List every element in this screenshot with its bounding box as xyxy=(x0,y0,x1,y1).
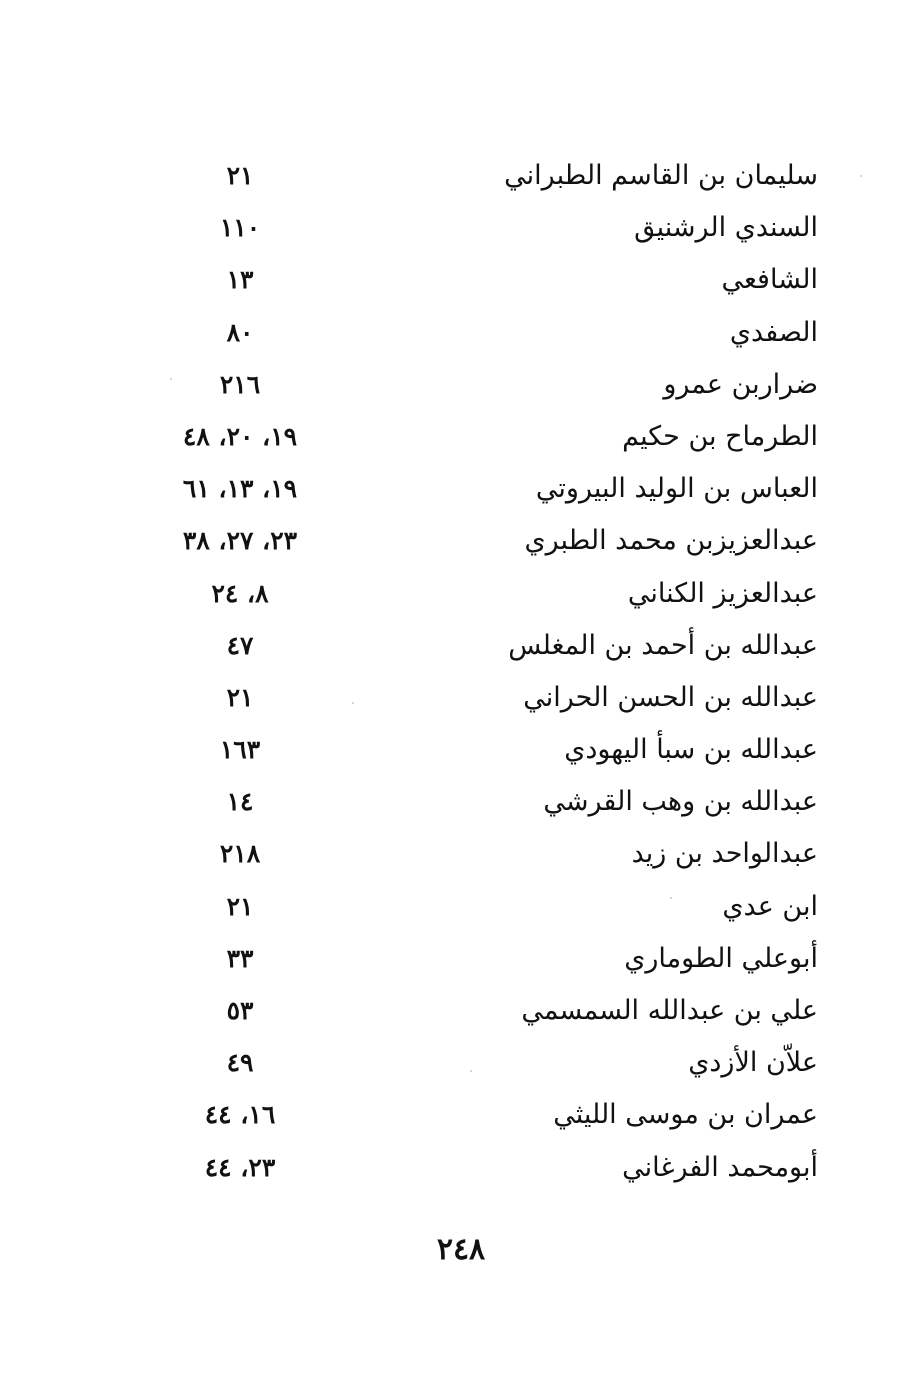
entry-page-refs: ٢١ xyxy=(226,891,254,921)
entry-page-refs: ٤٧ xyxy=(226,630,254,660)
entry-page-refs: ٢٣، ٤٤ xyxy=(204,1152,276,1182)
entry-page-refs: ٥٣ xyxy=(226,996,254,1025)
paper-speck xyxy=(860,175,862,177)
entry-page-refs: ١٣ xyxy=(226,265,254,295)
index-entry xyxy=(0,828,922,880)
entry-page-refs: ١١٠ xyxy=(219,213,261,243)
entry-name: ابن عدي xyxy=(722,890,818,922)
index-entry xyxy=(0,1142,922,1194)
index-entry xyxy=(0,254,922,306)
entry-name: أبوعلي الطوماري xyxy=(624,942,818,974)
entry-name: عبدالله بن الحسن الحراني xyxy=(523,681,818,713)
entry-page-refs: ٣٣ xyxy=(226,943,254,973)
paper-speck xyxy=(352,702,354,704)
index-entry xyxy=(0,150,922,202)
index-entry xyxy=(0,307,922,359)
entry-name: عبدالله بن سبأ اليهودي xyxy=(564,734,818,766)
paper-speck xyxy=(170,378,172,380)
index-entry xyxy=(0,672,922,724)
index-entry xyxy=(0,463,922,515)
entry-name: عمران بن موسى الليثي xyxy=(553,1099,818,1131)
entry-name: السندي الرشنيق xyxy=(634,212,818,244)
index-entry xyxy=(0,1037,922,1089)
index-entry xyxy=(0,724,922,776)
entry-name: عبدالله بن أحمد بن المغلس xyxy=(508,629,818,661)
entry-page-refs: ١٩، ٢٠، ٤٨ xyxy=(182,421,298,451)
page-number: ٢٤٨ xyxy=(436,1232,486,1267)
entry-page-refs: ٢٣، ٢٧، ٣٨ xyxy=(182,526,298,556)
entry-name: أبومحمد الفرغاني xyxy=(622,1151,818,1183)
index-entry xyxy=(0,359,922,411)
entry-name: الصفدي xyxy=(729,316,818,348)
index-list xyxy=(0,150,922,1194)
entry-page-refs: ٢١٨ xyxy=(219,839,261,869)
entry-name: سليمان بن القاسم الطبراني xyxy=(504,160,818,191)
entry-page-refs: ٨٠ xyxy=(226,317,254,347)
entry-page-refs: ٢١ xyxy=(226,682,254,712)
index-entry xyxy=(0,1089,922,1141)
index-entry xyxy=(0,515,922,567)
entry-name: عبدالعزيز الكناني xyxy=(627,577,818,609)
entry-name: الشافعي xyxy=(721,264,818,296)
entry-page-refs: ١٩، ١٣، ٦١ xyxy=(182,474,298,504)
entry-page-refs: ٢١ xyxy=(226,161,254,190)
entry-name: عبدالواحد بن زيد xyxy=(631,838,818,870)
entry-page-refs: ١٤ xyxy=(226,787,254,817)
entry-name: عبدالعزيزبن محمد الطبري xyxy=(524,525,818,557)
entry-name: الطرماح بن حكيم xyxy=(622,420,818,452)
entry-name: علي بن عبدالله السمسمي xyxy=(521,995,818,1026)
entry-name: علاّن الأزدي xyxy=(688,1047,818,1079)
entry-page-refs: ٢١٦ xyxy=(219,369,261,399)
entry-name: العباس بن الوليد البيروتي xyxy=(535,473,818,505)
index-entry xyxy=(0,202,922,254)
index-entry xyxy=(0,776,922,828)
entry-name: عبدالله بن وهب القرشي xyxy=(543,786,818,818)
index-entry xyxy=(0,411,922,463)
index-entry xyxy=(0,620,922,672)
entry-page-refs: ٤٩ xyxy=(226,1048,254,1078)
index-entry xyxy=(0,881,922,933)
paper-speck xyxy=(670,897,672,899)
paper-speck xyxy=(470,1070,472,1072)
index-entry xyxy=(0,933,922,985)
entry-page-refs: ١٦٣ xyxy=(219,735,261,765)
entry-page-refs: ١٦، ٤٤ xyxy=(204,1100,276,1130)
index-entry xyxy=(0,985,922,1037)
entry-page-refs: ٨، ٢٤ xyxy=(211,578,269,608)
index-entry xyxy=(0,568,922,620)
entry-name: ضراربن عمرو xyxy=(663,368,818,400)
